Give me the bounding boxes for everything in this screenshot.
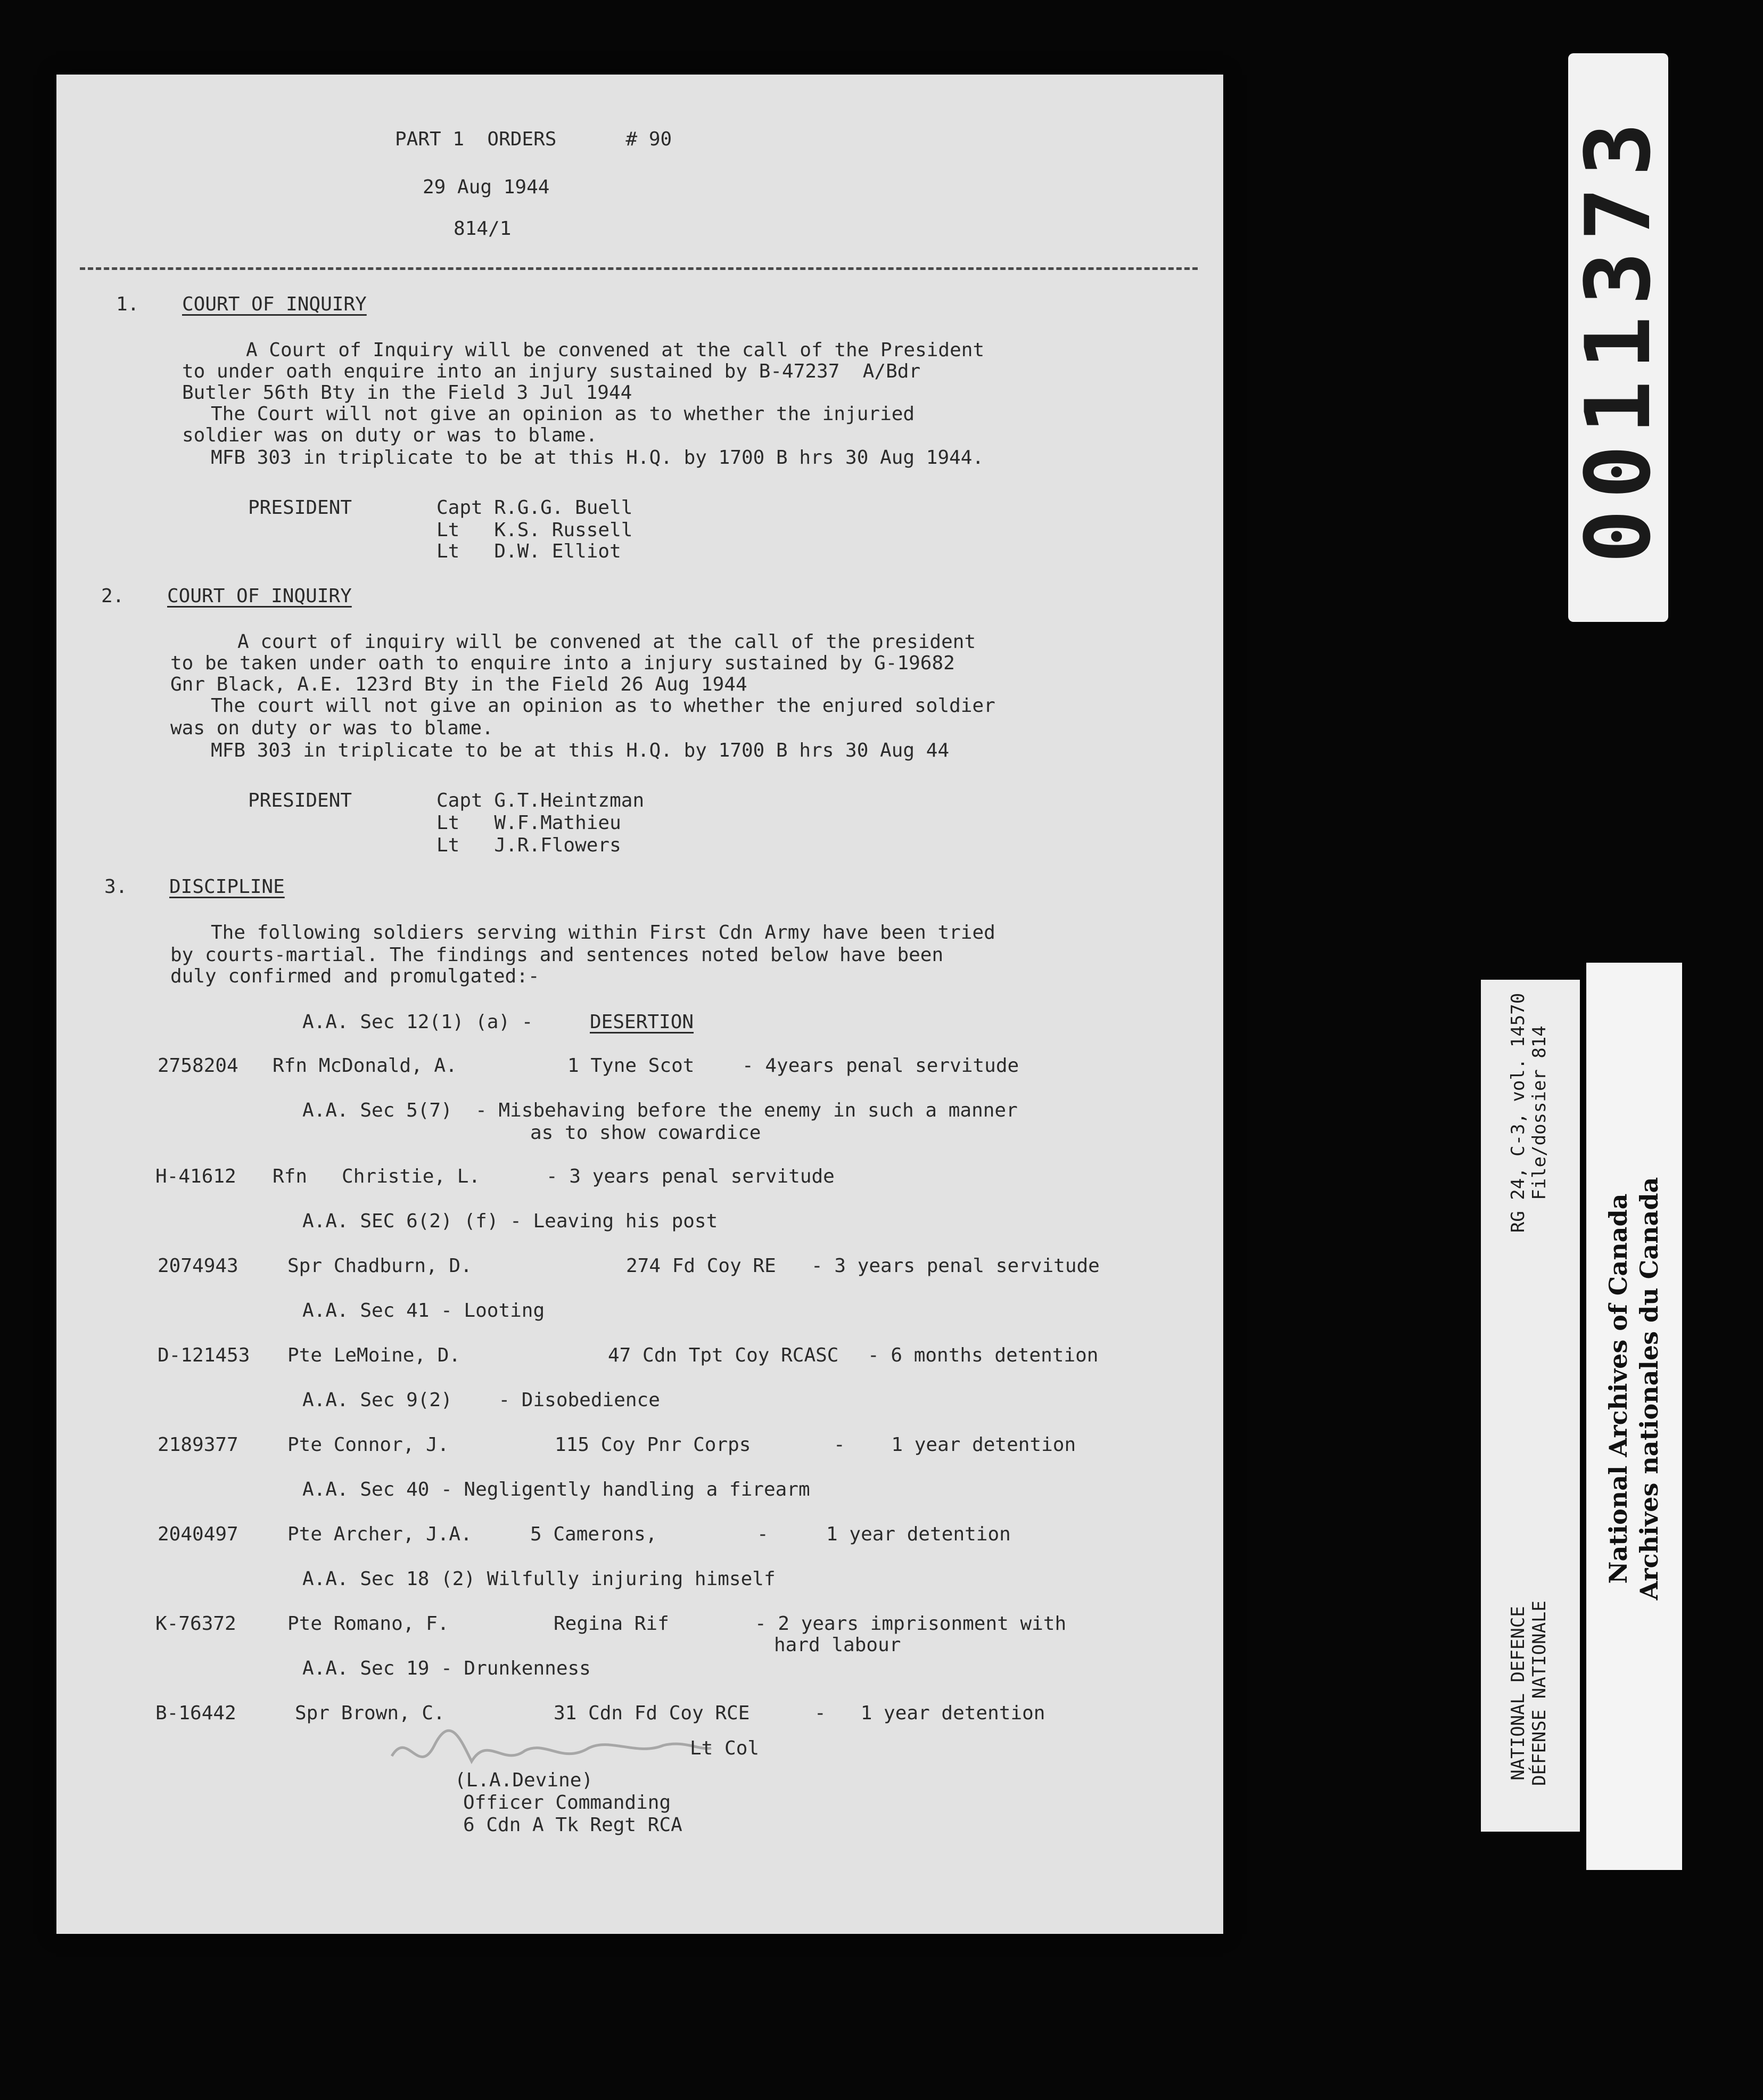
soldier-sentence: - 1 year detention [757, 1523, 1011, 1545]
soldier-number: 2074943 [158, 1255, 238, 1277]
charge-text: A.A. SEC 6(2) (f) - Leaving his post [302, 1210, 718, 1232]
charge-text: A.A. Sec 18 (2) Wilfully injuring himself [302, 1568, 776, 1590]
section-2-line: to be taken under oath to enquire into a injury sustained by G-19682 [170, 652, 955, 674]
soldier-number: H-41612 [155, 1166, 236, 1187]
section-1-president-label: PRESIDENT [248, 497, 352, 519]
charge-text-cont: as to show cowardice [530, 1122, 761, 1144]
soldier-sentence: - 1 year detention [834, 1434, 1076, 1456]
record-group-ref: RG 24, C-3, vol. 14570 [1507, 992, 1529, 1233]
soldier-unit: Regina Rif [554, 1613, 669, 1635]
section-1-line: Butler 56th Bty in the Field 3 Jul 1944 [182, 382, 632, 404]
section-1-line: to under oath enquire into an injury sustained by B-47237 A/Bdr [182, 360, 921, 382]
archive-reference-card [1481, 980, 1580, 1832]
separator-line [80, 267, 1198, 270]
soldier-sentence: - 1 year detention [814, 1702, 1045, 1724]
soldier-sentence: - 4years penal servitude [742, 1055, 1019, 1077]
section-3-intro-line: The following soldiers serving within First Cdn Army have been tried [211, 922, 995, 944]
soldier-number: 2189377 [158, 1434, 238, 1456]
soldier-name: Spr Chadburn, D. [287, 1255, 472, 1277]
charge-text: A.A. Sec 41 - Looting [302, 1300, 545, 1322]
soldier-number: B-16442 [155, 1702, 236, 1724]
soldier-number: 2040497 [158, 1523, 238, 1545]
soldier-unit: 115 Coy Pnr Corps [555, 1434, 751, 1456]
signature-name: (L.A.Devine) [455, 1769, 594, 1791]
section-1-title: COURT OF INQUIRY [182, 293, 367, 315]
charge-text: A.A. Sec 9(2) - Disobedience [302, 1389, 660, 1411]
section-1-member: Lt K.S. Russell [436, 519, 633, 541]
section-1-line: A Court of Inquiry will be convened at the call of the President [246, 339, 985, 361]
national-archives-label [1586, 963, 1682, 1870]
first-charge-title: DESERTION [590, 1011, 694, 1033]
soldier-sentence-cont: hard labour [774, 1634, 901, 1656]
charge-text: A.A. Sec 5(7) - Misbehaving before the enemy in such a manner [302, 1100, 1018, 1121]
soldier-sentence: - 3 years penal servitude [811, 1255, 1100, 1277]
signature-unit: 6 Cdn A Tk Regt RCA [463, 1814, 682, 1836]
section-3-intro-line: by courts-martial. The findings and sentences noted below have been [170, 944, 944, 966]
frame-number: 0011373 [1566, 111, 1670, 564]
signature-title: Officer Commanding [463, 1792, 671, 1814]
header-date: 29 Aug 1944 [423, 176, 550, 198]
section-1-line: MFB 303 in triplicate to be at this H.Q. by 1700 B hrs 30 Aug 1944. [211, 447, 984, 469]
section-2-line: was on duty or was to blame. [170, 717, 493, 739]
document-page [56, 75, 1223, 1934]
section-1-line: The Court will not give an opinion as to whether the injuried [211, 403, 915, 425]
soldier-sentence: - 6 months detention [868, 1344, 1099, 1366]
soldier-name: Pte LeMoine, D. [287, 1344, 461, 1366]
section-2-line: MFB 303 in triplicate to be at this H.Q. by 1700 B hrs 30 Aug 44 [211, 740, 950, 761]
section-2-line: The court will not give an opinion as to whether the enjured soldier [211, 695, 995, 717]
soldier-unit: 31 Cdn Fd Coy RCE [554, 1702, 750, 1724]
soldier-number: D-121453 [158, 1344, 250, 1366]
section-1-line: soldier was on duty or was to blame. [182, 424, 598, 446]
section-2-line: A court of inquiry will be convened at the call of the president [237, 631, 976, 653]
soldier-name: Pte Archer, J.A. [287, 1523, 472, 1545]
soldier-unit: 1 Tyne Scot [567, 1055, 695, 1077]
archives-name-en: National Archives of Canada [1604, 1193, 1633, 1584]
soldier-unit: 5 Camerons, [530, 1523, 657, 1545]
department-fr: DÉFENSE NATIONALE [1529, 1601, 1550, 1786]
section-1-member: Capt R.G.G. Buell [436, 497, 633, 519]
soldier-number: K-76372 [155, 1613, 236, 1635]
section-3-number: 3. [104, 876, 128, 898]
section-3-title: DISCIPLINE [169, 876, 285, 898]
signature-rank: Lt Col [690, 1737, 760, 1759]
frame-number-stamp [1568, 53, 1668, 622]
soldier-sentence: - 3 years penal servitude [546, 1166, 835, 1187]
section-2-title: COURT OF INQUIRY [167, 585, 352, 607]
section-2-number: 2. [101, 585, 125, 607]
soldier-sentence: - 2 years imprisonment with [755, 1613, 1067, 1635]
archives-name-fr: Archives nationales du Canada [1635, 1177, 1663, 1601]
charge-text: A.A. Sec 40 - Negligently handling a firearm [302, 1479, 810, 1500]
soldier-unit: 274 Fd Coy RE [626, 1255, 776, 1277]
soldier-name: Rfn McDonald, A. [273, 1055, 457, 1077]
soldier-name: Pte Connor, J. [287, 1434, 449, 1456]
section-2-member: Capt G.T.Heintzman [436, 790, 645, 811]
soldier-name: Rfn Christie, L. [273, 1166, 481, 1187]
first-charge-section: A.A. Sec 12(1) (a) - [302, 1011, 533, 1033]
section-3-intro-line: duly confirmed and promulgated:- [170, 965, 540, 987]
soldier-name: Pte Romano, F. [287, 1613, 449, 1635]
header-orders: PART 1 ORDERS # 90 [395, 128, 672, 150]
header-ref: 814/1 [454, 218, 512, 240]
file-ref: File/dossier 814 [1529, 1026, 1550, 1200]
section-2-line: Gnr Black, A.E. 123rd Bty in the Field 26 Aug 1944 [170, 674, 747, 695]
section-1-member: Lt D.W. Elliot [436, 540, 621, 562]
section-1-number: 1. [116, 293, 139, 315]
section-2-president-label: PRESIDENT [248, 790, 352, 811]
department-en: NATIONAL DEFENCE [1507, 1606, 1529, 1781]
charge-text: A.A. Sec 19 - Drunkenness [302, 1658, 591, 1679]
soldier-unit: 47 Cdn Tpt Coy RCASC [608, 1344, 839, 1366]
section-2-member: Lt W.F.Mathieu [436, 812, 621, 834]
section-2-member: Lt J.R.Flowers [436, 834, 621, 856]
soldier-name: Spr Brown, C. [295, 1702, 445, 1724]
soldier-number: 2758204 [158, 1055, 238, 1077]
